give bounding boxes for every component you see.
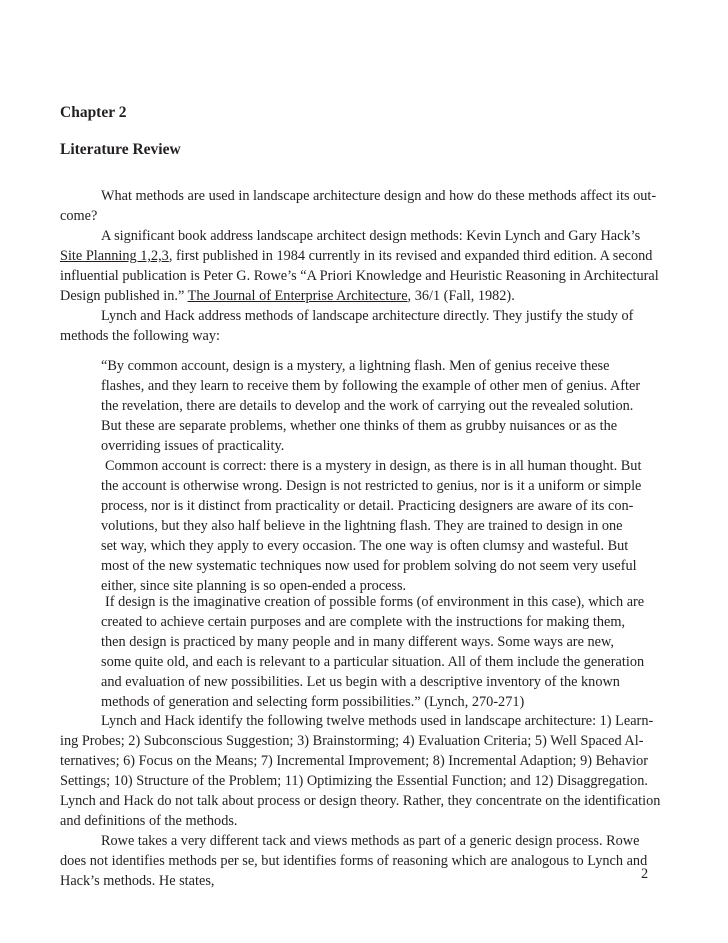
- text-line: Common account is correct: there is a mystery in design, as there is in all human thought. But: [105, 458, 642, 474]
- paragraph-sources: [60, 226, 658, 306]
- text-line: some quite old, and each is relevant to a particular situation. All of them include the generation: [101, 654, 645, 670]
- text-line: ing Probes; 2) Subconscious Suggestion; 3) Brainstorming; 4) Evaluation Criteria; 5) Well Spaced Al-: [60, 733, 644, 749]
- text-line: Hack’s methods. He states,: [60, 873, 215, 889]
- text-span: , 36/1 (Fall, 1982).: [407, 288, 515, 304]
- text-line: then design is practiced by many people and in many different ways. Some ways are new,: [101, 634, 614, 650]
- text-line: “By common account, design is a mystery, a lightning flash. Men of genius receive these: [101, 358, 610, 374]
- text-line: But these are separate problems, whether one thinks of them as grubby nuisances or as the: [101, 418, 618, 434]
- text-span: Design published in.”: [60, 288, 188, 304]
- text-line: set way, which they apply to every occasion. The one way is often clumsy and wasteful. But: [101, 538, 629, 554]
- text-span: , first published in 1984 currently in its revised and expanded third edition. A second: [168, 248, 653, 264]
- text-line: volutions, but they also half believe in the lightning flash. They are trained to design in one: [101, 518, 623, 534]
- text-line: overriding issues of practicality.: [101, 438, 285, 454]
- chapter-heading: Chapter 2: [60, 104, 127, 121]
- paragraph-rowe: [60, 831, 658, 891]
- text-line: and definitions of the methods.: [60, 813, 238, 829]
- text-line: Lynch and Hack address methods of landscape architecture directly. They justify the study of: [101, 308, 634, 324]
- text-line: methods of generation and selecting form possibilities.” (Lynch, 270-271): [101, 694, 525, 710]
- block-quote-part-1: [101, 356, 646, 456]
- text-line: Lynch and Hack do not talk about process or design theory. Rather, they concentrate on the identification: [60, 793, 661, 809]
- text-line: and evaluation of new possibilities. Let us begin with a descriptive inventory of the known: [101, 674, 620, 690]
- paragraph-research-question: [60, 186, 658, 226]
- text-line: influential publication is Peter G. Rowe’s “A Priori Knowledge and Heuristic Reasoning in Architectural: [60, 268, 659, 284]
- text-line: Settings; 10) Structure of the Problem; 11) Optimizing the Essential Function; and 12) Disaggregation.: [60, 773, 648, 789]
- block-quote-part-3: [101, 592, 646, 712]
- text-line: created to achieve certain purposes and are complete with the instructions for making them,: [101, 614, 626, 630]
- text-line: Lynch and Hack identify the following twelve methods used in landscape architecture: 1) Learn-: [101, 713, 654, 729]
- section-heading: Literature Review: [60, 141, 181, 158]
- block-quote-part-2: [101, 456, 646, 596]
- text-line: [60, 286, 658, 306]
- text-line: A significant book address landscape architect design methods: Kevin Lynch and Gary Hack’s: [101, 228, 641, 244]
- text-line: the revelation, there are details to develop and the work of carrying out the revealed solution.: [101, 398, 634, 414]
- journal-title: The Journal of Enterprise Architecture: [187, 288, 408, 304]
- page-number: 2: [641, 866, 649, 882]
- paragraph-twelve-methods: [60, 711, 661, 831]
- paragraph-lynch-hack-intro: [60, 306, 658, 346]
- text-line: What methods are used in landscape architecture design and how do these methods affect its out-: [101, 188, 657, 204]
- text-line: Rowe takes a very different tack and views methods as part of a generic design process. Rowe: [101, 833, 640, 849]
- text-line: [60, 246, 658, 266]
- text-line: flashes, and they learn to receive them by following the example of other men of genius. After: [101, 378, 641, 394]
- book-title: Site Planning 1,2,3: [60, 248, 169, 264]
- text-line: either, since site planning is so open-ended a process.: [101, 578, 407, 594]
- text-line: does not identifies methods per se, but identifies forms of reasoning which are analogous to Lynch and: [60, 853, 648, 869]
- text-line: ternatives; 6) Focus on the Means; 7) Incremental Improvement; 8) Incremental Adaption; 9) Behavior: [60, 753, 648, 769]
- text-line: process, nor is it distinct from practicality or detail. Practicing designers are aware of its con-: [101, 498, 634, 514]
- text-line: If design is the imaginative creation of possible forms (of environment in this case), which are: [105, 594, 645, 610]
- text-line: the account is otherwise wrong. Design is not restricted to genius, nor is it a uniform or simple: [101, 478, 642, 494]
- text-line: come?: [60, 208, 98, 224]
- text-line: methods the following way:: [60, 328, 221, 344]
- text-line: most of the new systematic techniques now used for problem solving do not seem very useful: [101, 558, 637, 574]
